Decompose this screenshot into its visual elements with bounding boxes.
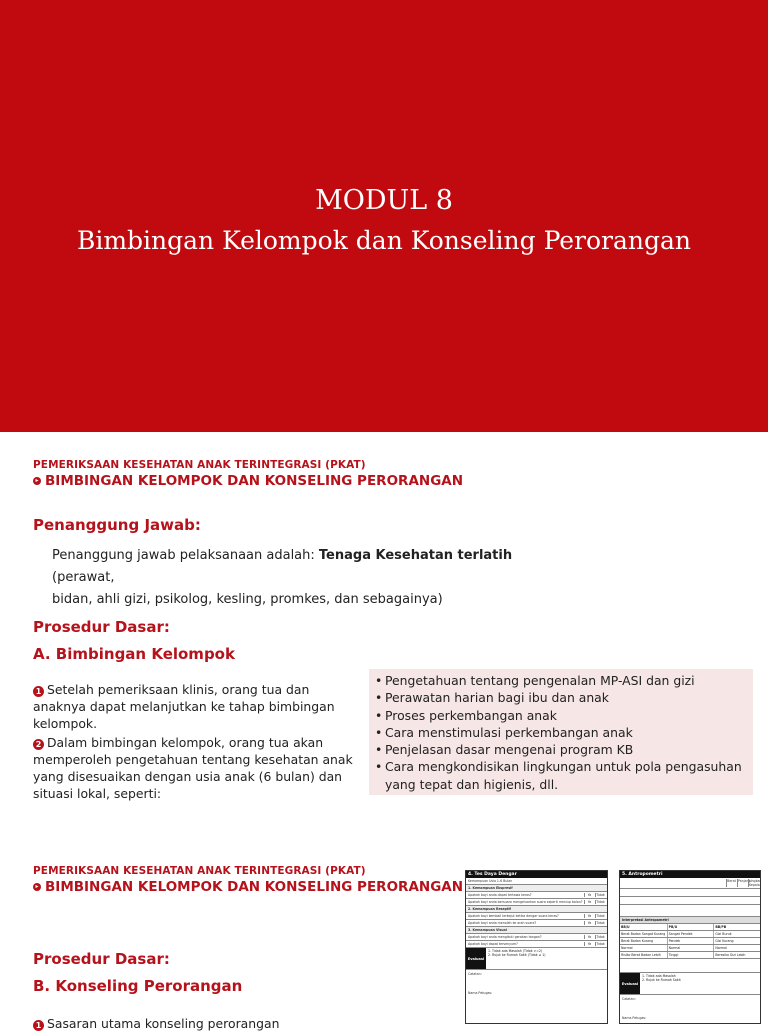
cover-slide: [0, 0, 768, 432]
eval-label: Evaluasi: [466, 948, 486, 969]
step-1: [33, 681, 353, 732]
grid-cell: Risiko Berat Badan Lebih: [621, 953, 661, 957]
slide-heading: [33, 473, 463, 489]
topic-item: • Perawatan harian bagi ibu dan anak: [375, 689, 747, 706]
form-row-label: Apakah bayi anda mengikuti gerakan tangan?: [468, 935, 542, 939]
grid-row: [620, 938, 760, 945]
penanggung-jawab-title: Penanggung Jawab:: [33, 516, 201, 534]
form-row-label: 1. Kemampuan Ekspresif: [468, 886, 513, 890]
grid-cell: BB/U: [621, 925, 630, 929]
footer-line: Catatan:: [468, 972, 482, 976]
eval-line: 2. Rujuk ke Rumah Sakit (Tidak ≥ 1): [488, 953, 546, 957]
answer-cell: Tidak: [596, 893, 605, 897]
grid-cell: Beresiko Gizi Lebih: [713, 952, 760, 958]
answer-cell: Ya: [584, 893, 594, 897]
form-row-label: 2. Kemampuan Reseptif: [468, 907, 511, 911]
heading-bullet-icon: ▸: [33, 477, 41, 485]
form-row-label: 3. Kemampuan Visual: [468, 928, 507, 932]
form-antropometri: [619, 870, 761, 1024]
form-row: [466, 920, 607, 927]
penanggung-text-post: (perawat,: [52, 570, 115, 585]
form-row: [466, 892, 607, 899]
eval-body: [640, 973, 760, 994]
grid-cell: Berat Badan Sangat Kurang: [621, 932, 666, 936]
form-row-label: Apakah bayi kembali terkejut ketika dengar suara keras?: [468, 914, 559, 918]
answer-cell: Ya: [584, 935, 594, 939]
grid-cell: BB/PB: [713, 924, 760, 930]
step-number-icon: 1: [33, 686, 44, 697]
slide-heading-text: BIMBINGAN KELOMPOK DAN KONSELING PERORANGAN: [45, 473, 464, 489]
grid-cell: Berat Badan Kurang: [621, 939, 654, 943]
form-grid: [620, 924, 760, 959]
eval-line: 1. Tidak ada Masalah: [642, 974, 676, 978]
grid-cell: Pendek: [667, 938, 714, 944]
grid-row: [620, 952, 760, 959]
step-1-text: Setelah pemeriksaan klinis, orang tua dan anaknya dapat melanjutkan ke tahap bimbingan kelompok.: [33, 682, 335, 731]
answer-cell: Ya: [584, 914, 594, 918]
form-row: [466, 899, 607, 906]
topics-box: [369, 669, 753, 795]
form-head: 5. Antropometri: [620, 871, 760, 878]
grid-row: [620, 924, 760, 931]
penanggung-text-pre: Penanggung jawab pelaksanaan adalah:: [52, 548, 319, 563]
eval-label: Evaluasi: [620, 973, 640, 994]
grid-cell: Gizi Kurang: [713, 938, 760, 944]
answer-cell: Ya: [584, 942, 594, 946]
col-label: Lingkar Kepala: [749, 879, 761, 887]
form-col-header: [466, 878, 607, 885]
heading-bullet-icon: ▸: [33, 883, 41, 891]
form-head: 4. Tes Daya Dengar: [466, 871, 607, 878]
slide-heading-text: BIMBINGAN KELOMPOK DAN KONSELING PERORANGAN: [45, 879, 464, 895]
form-row: [466, 941, 607, 948]
slide-konseling-perorangan: [0, 838, 768, 1031]
step-2-text: Dalam bimbingan kelompok, orang tua akan memperoleh pengetahuan tentang kesehatan anak yang disesuaikan dengan usia anak (6 bulan) dan situasi lokal, seperti:: [33, 735, 353, 801]
form-col-header-text: Kemampuan Usia 1-6 Bulan: [468, 879, 513, 883]
grid-row: [620, 931, 760, 938]
topics-list: [375, 672, 747, 793]
answer-cell: Tidak: [596, 942, 605, 946]
form-footer: [620, 995, 760, 1023]
prosedur-dasar-title: Prosedur Dasar:: [33, 950, 170, 968]
eval-body: [486, 948, 607, 969]
subsection-title: A. Bimbingan Kelompok: [33, 645, 235, 663]
form-row: [466, 913, 607, 920]
form-row: [466, 906, 607, 913]
penanggung-jawab-text: [52, 545, 572, 611]
step-1: [33, 1015, 353, 1032]
topic-item: • Penjelasan dasar mengenai program KB: [375, 741, 747, 758]
grid-cell: Normal: [621, 946, 633, 950]
step-number-icon: 1: [33, 1020, 44, 1031]
prosedur-dasar-title: Prosedur Dasar:: [33, 618, 170, 636]
module-title: Bimbingan Kelompok dan Konseling Perorangan: [76, 226, 692, 255]
topic-item: • Pengetahuan tentang pengenalan MP-ASI dan gizi: [375, 672, 747, 689]
form-row: [466, 927, 607, 934]
slide-bimbingan-kelompok: [0, 432, 768, 832]
slide-kicker: PEMERIKSAAN KESEHATAN ANAK TERINTEGRASI (PKAT): [33, 459, 366, 471]
form-row-label: Apakah bayi anda bersuara mengeluarkan suara seperti meniup balon?: [468, 900, 583, 904]
form-row: [466, 934, 607, 941]
form-blank-row: [620, 897, 760, 905]
footer-line: Catatan:: [622, 997, 636, 1001]
eval-line: 1. Tidak ada Masalah (Tidak >=2): [488, 949, 543, 953]
col-label: Berat: [726, 879, 736, 887]
form-spacer: [620, 959, 760, 973]
grid-cell: Normal: [713, 945, 760, 951]
col-label: Panjang: [737, 879, 747, 887]
form-evaluation: [466, 948, 607, 970]
topic-item: • Cara mengkondisikan lingkungan untuk pola pengasuhan yang tepat dan higienis, dll.: [375, 758, 747, 793]
answer-cell: Ya: [584, 921, 594, 925]
answer-cell: Ya: [584, 900, 594, 904]
grid-cell: Normal: [667, 945, 714, 951]
subsection-title: B. Konseling Perorangan: [33, 977, 243, 995]
step-2: [33, 734, 363, 802]
topic-item: • Proses perkembangan anak: [375, 707, 747, 724]
form-rows: [466, 885, 607, 948]
answer-cell: Tidak: [596, 935, 605, 939]
form-row-label: Apakah bayi anda dapat tertawa keras?: [468, 893, 532, 897]
form-subheader: Interpretasi Antropometri: [620, 917, 760, 924]
penanggung-text-line2: bidan, ahli gizi, psikolog, kesling, promkes, dan sebagainya): [52, 592, 443, 607]
answer-cell: Tidak: [596, 921, 605, 925]
form-row: [466, 885, 607, 892]
module-number: MODUL 8: [315, 185, 453, 216]
grid-cell: PB/U: [667, 924, 714, 930]
footer-line: Nama Petugas:: [468, 991, 493, 995]
grid-cell: Tinggi: [667, 952, 714, 958]
penanggung-text-bold: Tenaga Kesehatan terlatih: [318, 548, 513, 563]
slide-kicker: PEMERIKSAAN KESEHATAN ANAK TERINTEGRASI (PKAT): [33, 865, 366, 877]
answer-cell: Tidak: [596, 914, 605, 918]
form-footer: [466, 970, 607, 998]
step-number-icon: 2: [33, 739, 44, 750]
form-row-label: Apakah bayi anda menoleh ke arah suara?: [468, 921, 537, 925]
grid-row: [620, 945, 760, 952]
form-row-label: Apakah bayi dapat tersenyum?: [468, 942, 518, 946]
grid-cell: Sangat Pendek: [667, 931, 714, 937]
eval-line: 2. Rujuk ke Rumah Sakit: [642, 978, 681, 982]
step-1-text: Sasaran utama konseling perorangan: [47, 1016, 280, 1031]
footer-line: Nama Petugas:: [622, 1016, 647, 1020]
answer-cell: Tidak: [596, 900, 605, 904]
form-tes-daya-dengar: [465, 870, 608, 1024]
slide-heading: [33, 879, 463, 895]
grid-cell: Gizi Buruk: [713, 931, 760, 937]
form-evaluation: [620, 973, 760, 995]
form-blank-row: [620, 889, 760, 897]
form-col-header: [620, 878, 760, 889]
form-blank-row: [620, 905, 760, 917]
topic-item: • Cara menstimulasi perkembangan anak: [375, 724, 747, 741]
